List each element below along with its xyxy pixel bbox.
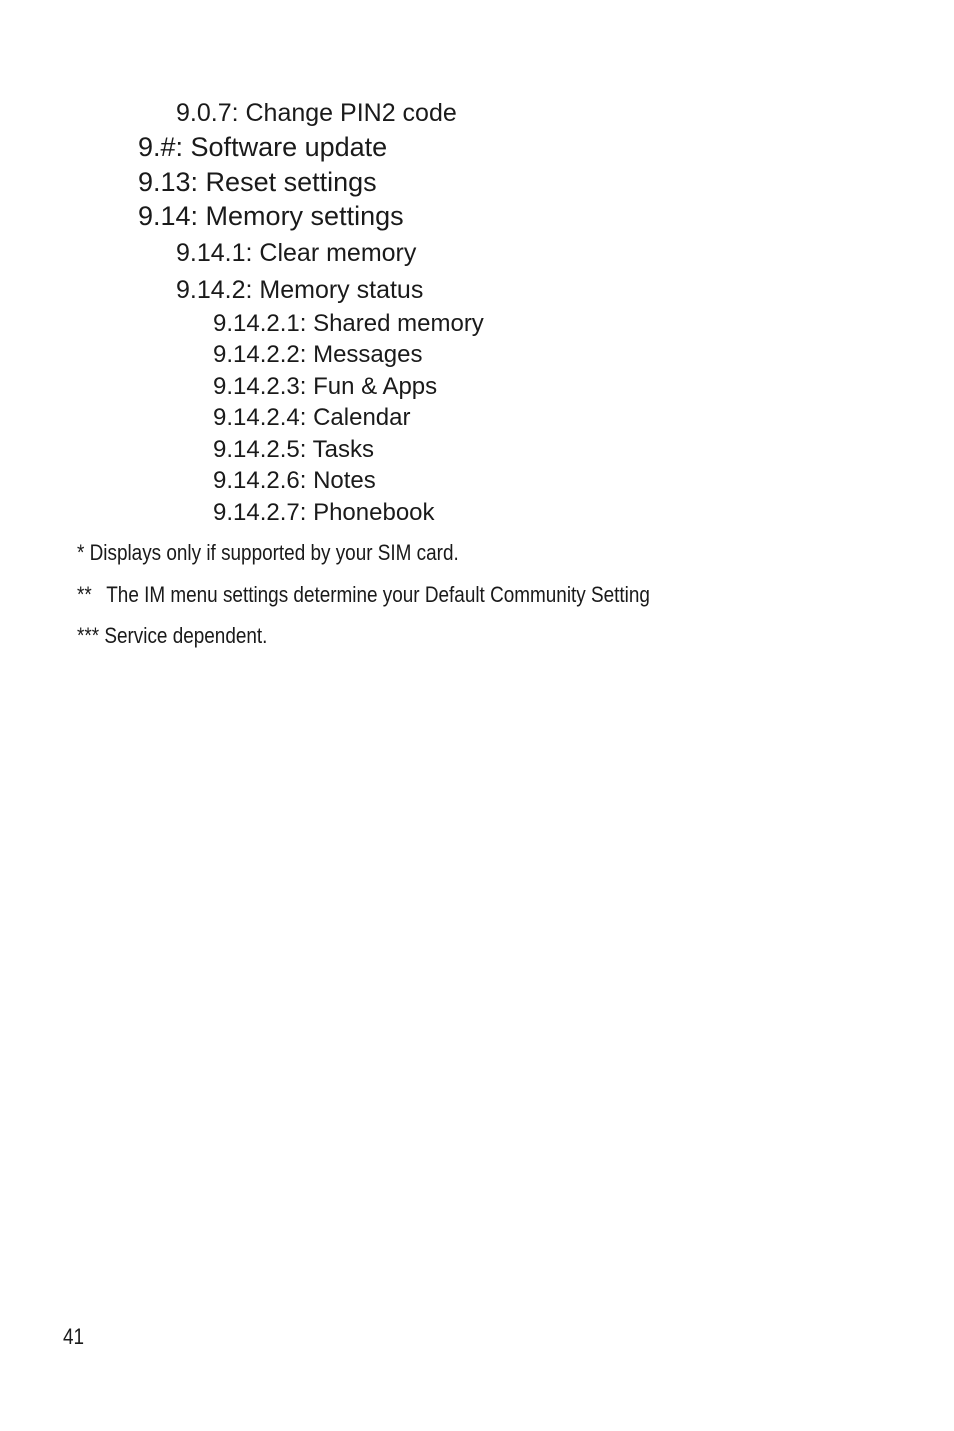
menu-item-tasks: 9.14.2.5: Tasks: [213, 436, 374, 463]
menu-item-clear-memory: 9.14.1: Clear memory: [176, 239, 417, 267]
menu-item-messages: 9.14.2.2: Messages: [213, 341, 423, 368]
footnote-mark: ***: [77, 623, 100, 648]
menu-item-change-pin2-code: 9.0.7: Change PIN2 code: [176, 99, 457, 127]
footnote-mark: *: [77, 540, 85, 565]
footnote-im-menu: [77, 584, 650, 606]
footnote-sim-card: [77, 542, 459, 564]
menu-item-notes: 9.14.2.6: Notes: [213, 467, 376, 494]
footnote-mark: **: [77, 582, 92, 607]
menu-item-reset-settings: 9.13: Reset settings: [138, 167, 377, 197]
footnote-text: Displays only if supported by your SIM card.: [89, 540, 459, 565]
menu-item-memory-settings: 9.14: Memory settings: [138, 201, 404, 231]
footnote-service-dependent: [77, 625, 267, 647]
footnote-text: Service dependent.: [104, 623, 268, 648]
menu-item-memory-status: 9.14.2: Memory status: [176, 276, 424, 304]
menu-item-calendar: 9.14.2.4: Calendar: [213, 404, 411, 431]
page-number: 41: [63, 1324, 85, 1349]
footnote-text: The IM menu settings determine your Default Community Setting: [106, 582, 650, 607]
menu-item-phonebook: 9.14.2.7: Phonebook: [213, 499, 435, 526]
menu-item-shared-memory: 9.14.2.1: Shared memory: [213, 310, 484, 337]
menu-item-fun-and-apps: 9.14.2.3: Fun & Apps: [213, 373, 438, 400]
menu-item-software-update: 9.#: Software update: [138, 132, 388, 162]
